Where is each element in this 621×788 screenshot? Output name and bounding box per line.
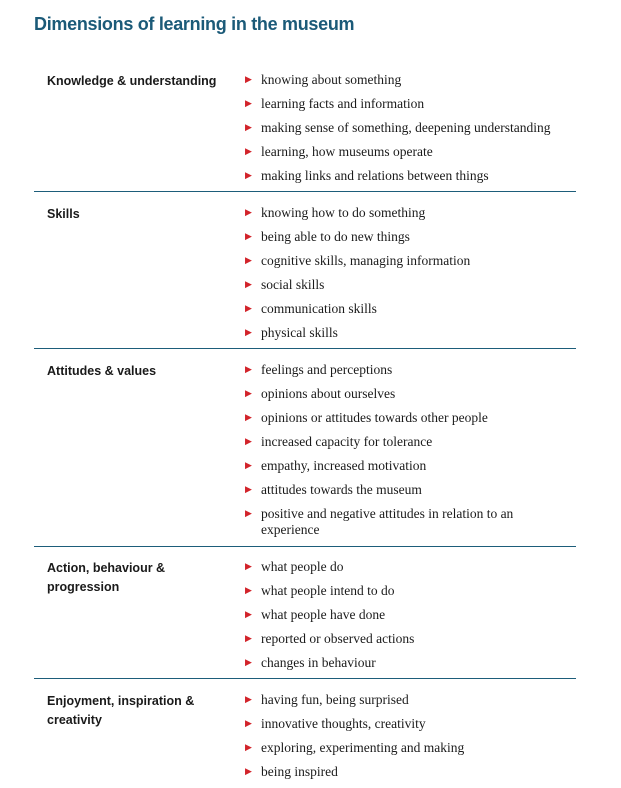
section-heading: Attitudes & values [47, 364, 157, 378]
list-item-text: learning, how museums operate [261, 144, 433, 159]
section-divider [34, 678, 576, 679]
bullet-arrow-icon: ▶ [245, 328, 252, 338]
bullet-arrow-icon: ▶ [245, 99, 252, 109]
list-item-text: opinions or attitudes towards other people [261, 410, 488, 425]
list-item [245, 434, 585, 450]
list-item [245, 168, 585, 184]
list-item [245, 410, 585, 426]
list-item-text: what people have done [261, 607, 386, 622]
bullet-arrow-icon: ▶ [245, 562, 252, 572]
list-item-text: reported or observed actions [261, 631, 415, 646]
bullet-arrow-icon: ▶ [245, 147, 252, 157]
list-item-text: exploring, experimenting and making [261, 740, 465, 755]
bullet-list [245, 559, 585, 679]
list-item [245, 229, 585, 245]
list-item-text: physical skills [261, 325, 338, 340]
list-item-text: positive and negative attitudes in relation to an experience [261, 506, 514, 537]
list-item-text: innovative thoughts, creativity [261, 716, 426, 731]
list-item-text: being able to do new things [261, 229, 410, 244]
bullet-arrow-icon: ▶ [245, 586, 252, 596]
list-item-text: being inspired [261, 764, 338, 779]
list-item-text: having fun, being surprised [261, 692, 409, 707]
list-item [245, 764, 585, 780]
section-heading: Skills [47, 207, 80, 221]
list-item-text: what people intend to do [261, 583, 395, 598]
list-item [245, 583, 585, 599]
bullet-arrow-icon: ▶ [245, 171, 252, 181]
list-item-text: making sense of something, deepening understanding [261, 120, 551, 135]
list-item [245, 72, 585, 88]
list-item [245, 692, 585, 708]
bullet-list [245, 205, 585, 349]
list-item [245, 482, 585, 498]
list-item-text: making links and relations between things [261, 168, 489, 183]
bullet-arrow-icon: ▶ [245, 208, 252, 218]
list-item-text: cognitive skills, managing information [261, 253, 471, 268]
list-item [245, 120, 585, 136]
list-item [245, 607, 585, 623]
bullet-arrow-icon: ▶ [245, 232, 252, 242]
bullet-arrow-icon: ▶ [245, 437, 252, 447]
list-item [245, 144, 585, 160]
bullet-list [245, 692, 585, 788]
list-item [245, 559, 585, 575]
list-item [245, 386, 585, 402]
bullet-arrow-icon: ▶ [245, 304, 252, 314]
section-heading: Knowledge & understanding [47, 74, 217, 88]
page-title: Dimensions of learning in the museum [34, 14, 355, 34]
list-item [245, 325, 585, 341]
list-item [245, 506, 561, 538]
bullet-arrow-icon: ▶ [245, 256, 252, 266]
bullet-arrow-icon: ▶ [245, 389, 252, 399]
section-heading: Enjoyment, inspiration & creativity [47, 694, 195, 727]
bullet-arrow-icon: ▶ [245, 634, 252, 644]
bullet-arrow-icon: ▶ [245, 719, 252, 729]
list-item [245, 631, 585, 647]
bullet-arrow-icon: ▶ [245, 767, 252, 777]
list-item-text: knowing how to do something [261, 205, 426, 220]
section-divider [34, 546, 576, 547]
list-item-text: what people do [261, 559, 344, 574]
list-item-text: increased capacity for tolerance [261, 434, 433, 449]
bullet-arrow-icon: ▶ [245, 695, 252, 705]
bullet-arrow-icon: ▶ [245, 461, 252, 471]
list-item-text: feelings and perceptions [261, 362, 393, 377]
bullet-arrow-icon: ▶ [245, 509, 252, 519]
bullet-arrow-icon: ▶ [245, 280, 252, 290]
bullet-arrow-icon: ▶ [245, 610, 252, 620]
list-item-text: communication skills [261, 301, 377, 316]
list-item [245, 362, 585, 378]
section-divider [34, 348, 576, 349]
list-item [245, 253, 585, 269]
list-item-text: opinions about ourselves [261, 386, 396, 401]
section-heading: Action, behaviour & progression [47, 561, 166, 594]
bullet-arrow-icon: ▶ [245, 485, 252, 495]
list-item [245, 277, 585, 293]
bullet-arrow-icon: ▶ [245, 365, 252, 375]
list-item-text: changes in behaviour [261, 655, 376, 670]
list-item [245, 716, 585, 732]
list-item [245, 740, 585, 756]
list-item-text: attitudes towards the museum [261, 482, 422, 497]
list-item-text: social skills [261, 277, 325, 292]
list-item-text: empathy, increased motivation [261, 458, 427, 473]
list-item-text: knowing about something [261, 72, 402, 87]
bullet-arrow-icon: ▶ [245, 75, 252, 85]
list-item [245, 205, 585, 221]
bullet-list [245, 72, 585, 192]
bullet-arrow-icon: ▶ [245, 123, 252, 133]
bullet-list [245, 362, 585, 546]
list-item [245, 655, 585, 671]
bullet-arrow-icon: ▶ [245, 658, 252, 668]
bullet-arrow-icon: ▶ [245, 413, 252, 423]
list-item [245, 458, 585, 474]
bullet-arrow-icon: ▶ [245, 743, 252, 753]
section-divider [34, 191, 576, 192]
list-item [245, 301, 585, 317]
list-item [245, 96, 585, 112]
list-item-text: learning facts and information [261, 96, 425, 111]
